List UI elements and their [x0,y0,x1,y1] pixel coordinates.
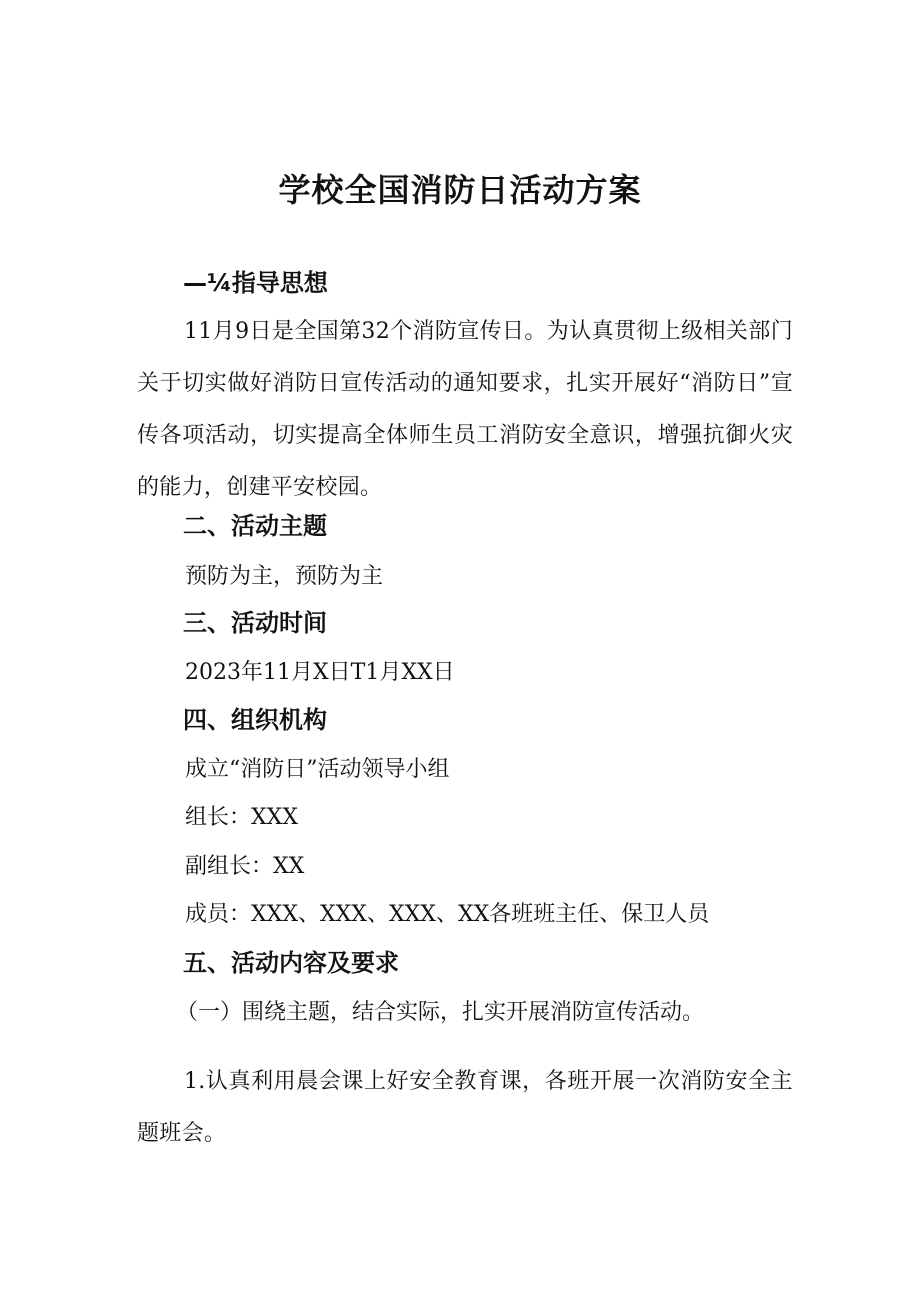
section-heading-organization: 四、组织机构 [183,706,327,734]
section-body-activity-theme: 预防为主，预防为主 [185,564,384,589]
section-heading-activity-time: 三、活动时间 [183,609,327,637]
section-heading-guiding-ideology: —¼指导思想 [183,269,328,297]
organization-line: 成立“消防日”活动领导小组 [185,757,450,782]
subsection-heading: （一）围绕主题，结合实际，扎实开展消防宣传活动。 [176,1000,705,1025]
section-heading-activity-theme: 二、活动主题 [183,512,327,540]
section-body-activity-time: 2023年11月X日T1月XX日 [185,660,455,685]
section-body-guiding-ideology: 11月9日是全国第32个消防宣传日。为认真贯彻上级相关部门关于切实做好消防日宣传活动的通知要求，扎实开展好“消防日”宣传各项活动，切实提高全体师生员工消防安全意识，增强抗御火灾的能力，创建平安校园。 [137,319,793,500]
list-item: 1.认真利用晨会课上好安全教育课，各班开展一次消防安全主题班会。 [137,1069,793,1146]
section-heading-content-requirements: 五、活动内容及要求 [183,949,399,977]
organization-line: 副组长：XX [185,854,305,879]
organization-line: 成员：XXX、XXX、XXX、XX各班班主任、保卫人员 [185,902,710,927]
document-title: 学校全国消防日活动方案 [278,171,642,209]
organization-line: 组长：XXX [185,805,298,830]
